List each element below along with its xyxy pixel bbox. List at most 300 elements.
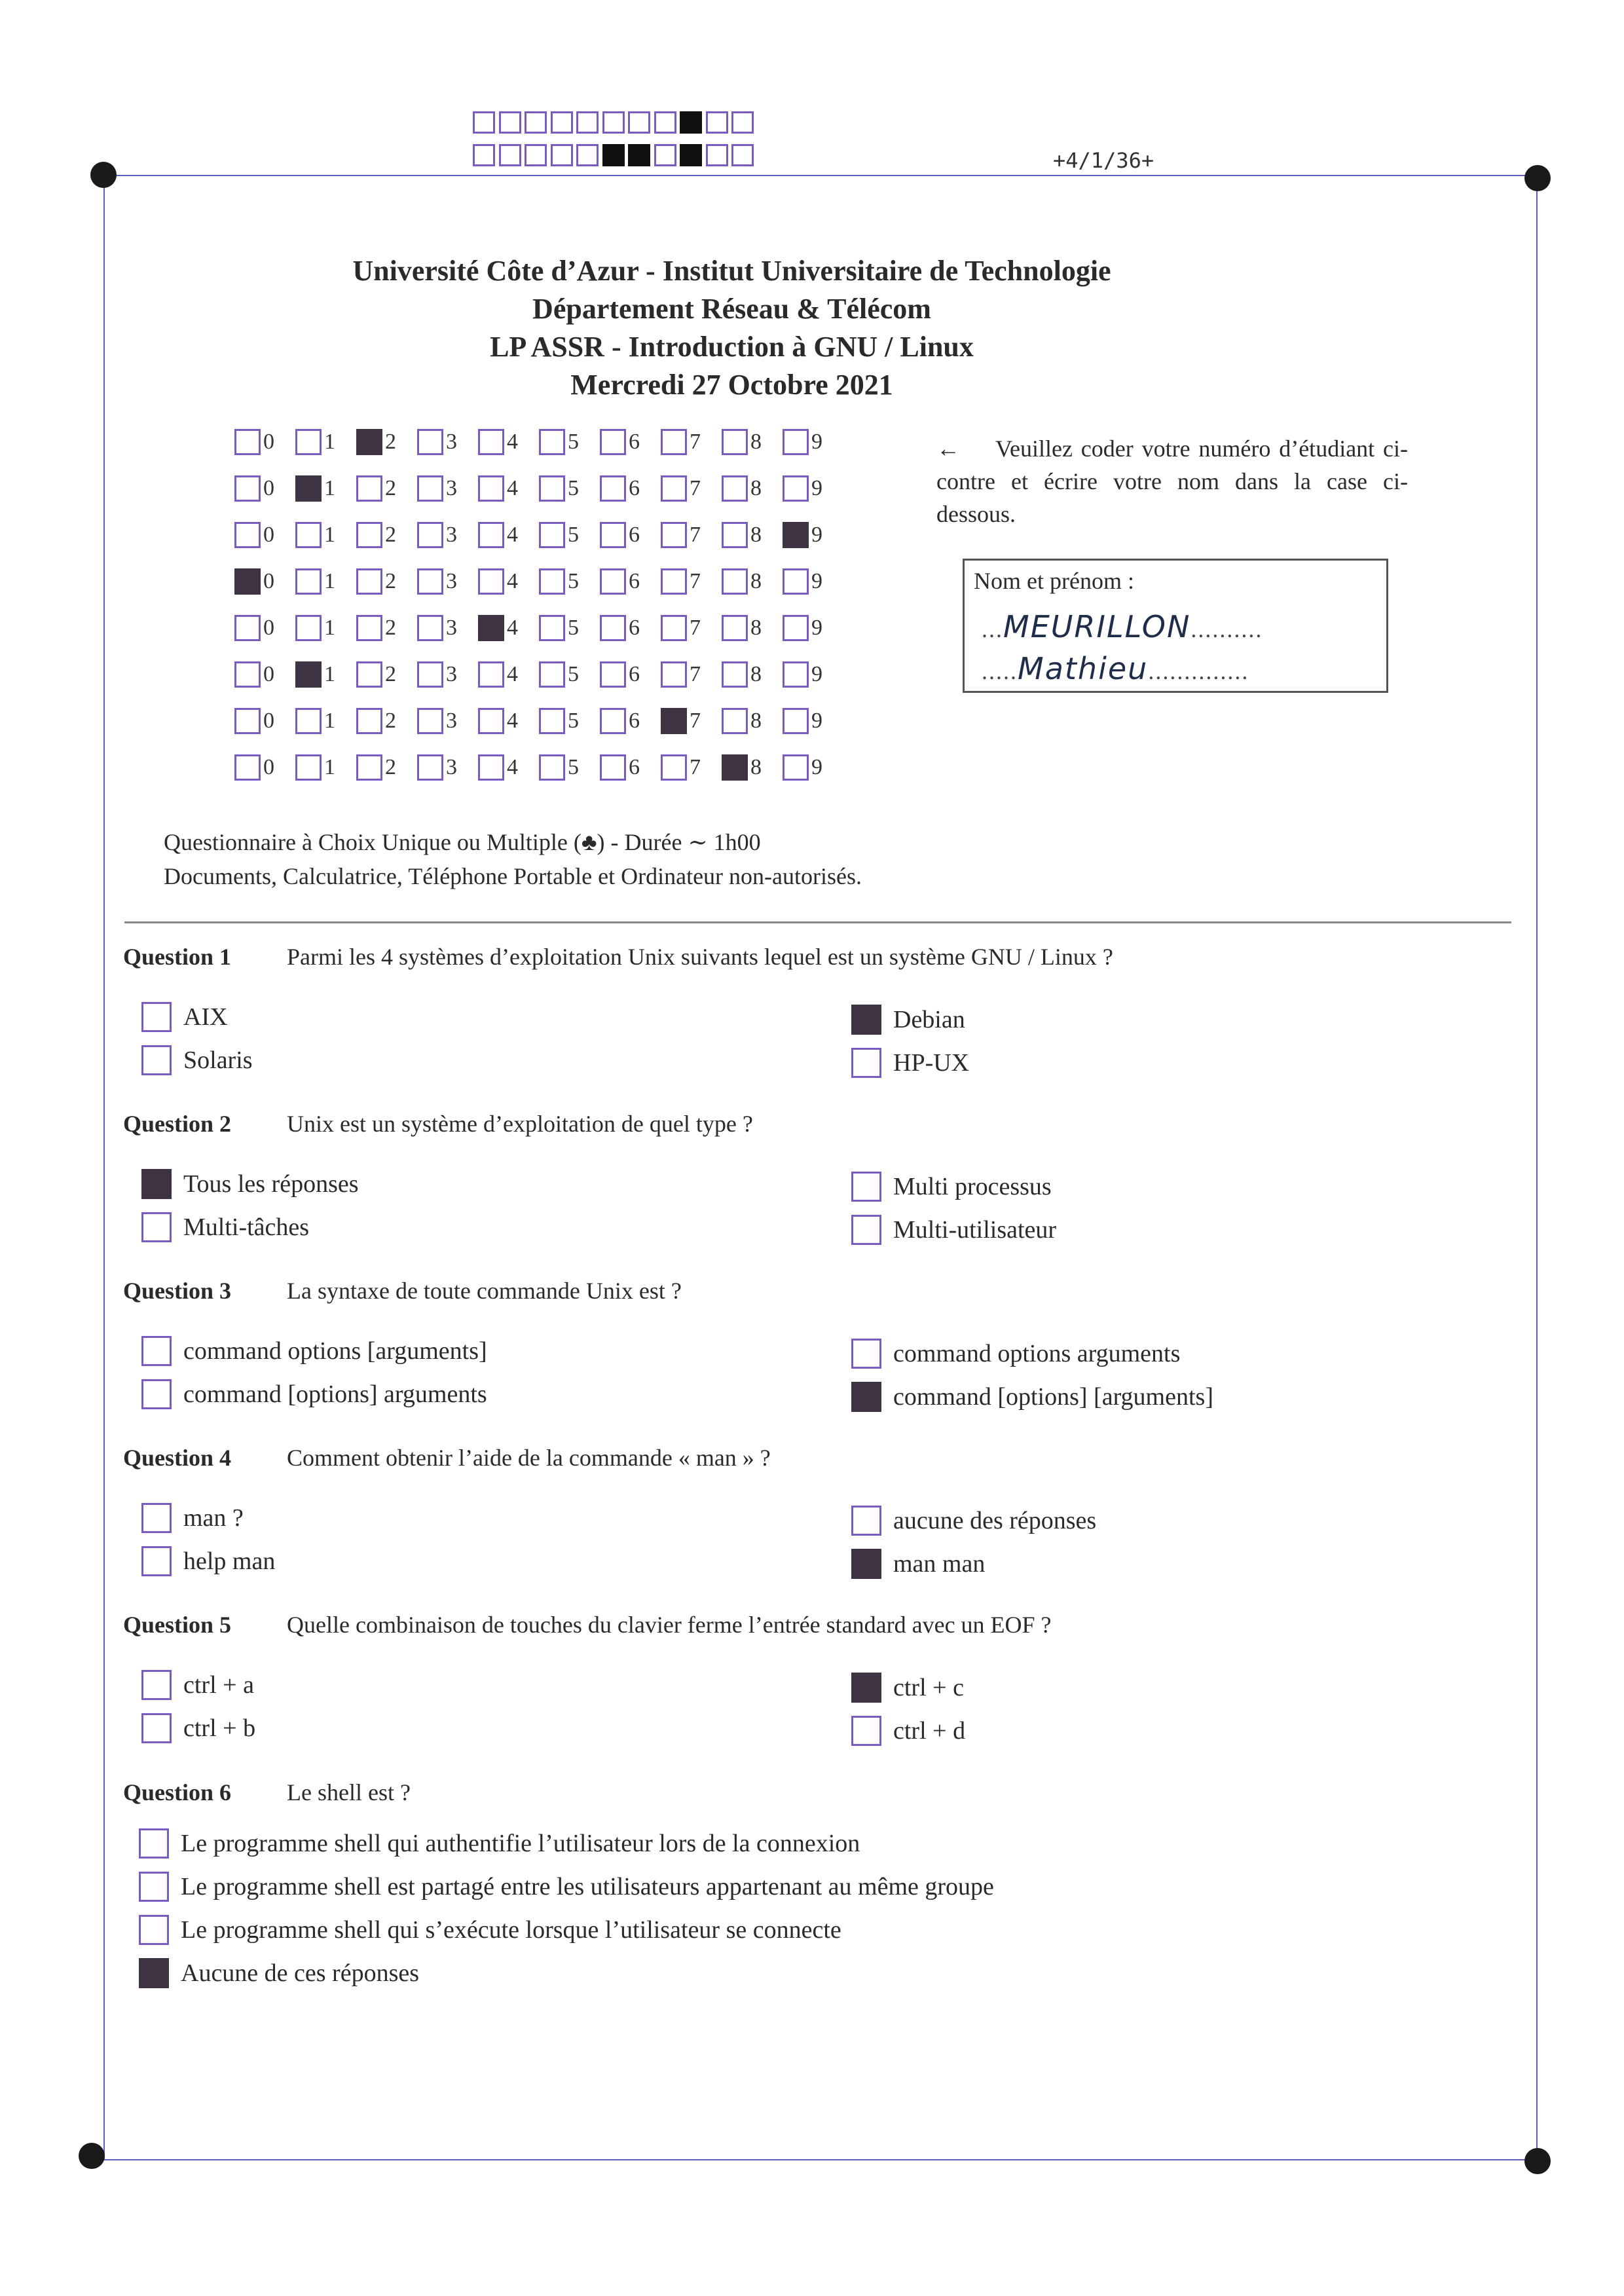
answer-label: ctrl + a xyxy=(183,1671,254,1699)
checkbox[interactable] xyxy=(478,661,504,688)
student-id-option[interactable] xyxy=(600,751,640,784)
checkbox[interactable] xyxy=(295,522,322,548)
answer-option[interactable] xyxy=(141,1379,487,1409)
answer-option[interactable] xyxy=(141,1546,275,1576)
code-cell xyxy=(551,111,573,134)
digit-label: 4 xyxy=(507,755,518,779)
exam-header xyxy=(0,252,1624,404)
digit-label: 7 xyxy=(690,476,701,500)
checkbox[interactable] xyxy=(722,754,748,781)
checkbox[interactable] xyxy=(295,754,322,781)
student-id-option[interactable] xyxy=(478,472,518,505)
student-id-option[interactable] xyxy=(234,658,274,691)
answer-option[interactable] xyxy=(141,1212,309,1242)
answer-option[interactable] xyxy=(141,1503,244,1533)
student-id-option[interactable] xyxy=(539,519,579,551)
student-id-option[interactable] xyxy=(234,426,274,458)
digit-label: 0 xyxy=(263,476,274,500)
code-cell xyxy=(654,111,676,134)
checkbox[interactable] xyxy=(722,475,748,502)
code-cell xyxy=(473,144,495,166)
student-id-option[interactable] xyxy=(295,519,335,551)
student-id-option[interactable] xyxy=(356,565,396,598)
checkbox[interactable] xyxy=(600,429,626,455)
checkbox[interactable] xyxy=(661,429,687,455)
question-number: Question 5 xyxy=(123,1612,232,1638)
student-id-option[interactable] xyxy=(722,612,762,644)
checkbox[interactable] xyxy=(141,1212,172,1242)
student-id-option[interactable] xyxy=(417,705,457,737)
student-id-option[interactable] xyxy=(600,472,640,505)
checkbox[interactable] xyxy=(356,708,382,734)
question-heading xyxy=(123,943,1113,971)
checkbox[interactable] xyxy=(141,1379,172,1409)
code-cell xyxy=(731,111,754,134)
checkbox[interactable] xyxy=(851,1716,881,1746)
checkbox[interactable] xyxy=(295,568,322,595)
question-text: Comment obtenir l’aide de la commande « man » ? xyxy=(287,1445,771,1471)
student-id-option[interactable] xyxy=(600,426,640,458)
answer-option[interactable] xyxy=(851,1506,1096,1536)
digit-label: 1 xyxy=(324,430,335,454)
checkbox[interactable] xyxy=(141,1045,172,1075)
student-id-option[interactable] xyxy=(783,658,822,691)
dots: ..... xyxy=(982,658,1018,684)
answer-option[interactable] xyxy=(141,1045,253,1075)
digit-label: 4 xyxy=(507,476,518,500)
student-id-option[interactable] xyxy=(600,519,640,551)
student-id-option[interactable] xyxy=(478,612,518,644)
corner-marker xyxy=(1524,2148,1551,2174)
name-box[interactable] xyxy=(963,559,1388,693)
student-id-option[interactable] xyxy=(539,472,579,505)
checkbox[interactable] xyxy=(295,475,322,502)
checkbox[interactable] xyxy=(661,568,687,595)
checkbox[interactable] xyxy=(661,522,687,548)
student-id-option[interactable] xyxy=(722,519,762,551)
student-id-option[interactable] xyxy=(295,612,335,644)
checkbox[interactable] xyxy=(722,429,748,455)
answer-label: Multi processus xyxy=(893,1173,1052,1200)
checkbox[interactable] xyxy=(141,1169,172,1199)
digit-label: 2 xyxy=(385,616,396,640)
code-cell xyxy=(680,111,702,134)
instructions-text: Veuillez coder votre numéro d’étudiant ci-contre et écrire votre nom dans la case ci-dessous. xyxy=(936,435,1408,527)
answer-option[interactable] xyxy=(851,1339,1180,1369)
checkbox[interactable] xyxy=(783,429,809,455)
answer-label: command options [arguments] xyxy=(183,1337,487,1365)
checkbox[interactable] xyxy=(478,708,504,734)
checkbox[interactable] xyxy=(661,475,687,502)
checkbox[interactable] xyxy=(478,475,504,502)
student-id-option[interactable] xyxy=(234,472,274,505)
student-id-option[interactable] xyxy=(783,519,822,551)
student-id-option[interactable] xyxy=(661,426,701,458)
student-id-option[interactable] xyxy=(234,565,274,598)
answer-option[interactable] xyxy=(139,1872,994,1902)
student-id-option[interactable] xyxy=(722,565,762,598)
answer-option[interactable] xyxy=(139,1958,419,1988)
answer-option[interactable] xyxy=(141,1002,228,1032)
student-id-option[interactable] xyxy=(600,612,640,644)
checkbox[interactable] xyxy=(417,475,443,502)
digit-label: 3 xyxy=(446,523,457,547)
dots: .............. xyxy=(1148,658,1249,684)
digit-label: 2 xyxy=(385,755,396,779)
digit-label: 2 xyxy=(385,523,396,547)
student-id-option[interactable] xyxy=(417,612,457,644)
checkbox[interactable] xyxy=(234,568,261,595)
digit-label: 1 xyxy=(324,476,335,500)
student-id-option[interactable] xyxy=(600,705,640,737)
answer-option[interactable] xyxy=(851,1215,1056,1245)
student-id-option[interactable] xyxy=(783,612,822,644)
digit-label: 9 xyxy=(811,476,822,500)
question-number: Question 2 xyxy=(123,1111,232,1137)
checkbox[interactable] xyxy=(539,754,565,781)
student-id-option[interactable] xyxy=(539,705,579,737)
student-id-option[interactable] xyxy=(539,565,579,598)
student-id-option[interactable] xyxy=(661,705,701,737)
last-name-handwritten: MEURILLON xyxy=(1003,609,1191,644)
digit-label: 1 xyxy=(324,662,335,686)
checkbox[interactable] xyxy=(356,615,382,641)
student-id-option[interactable] xyxy=(783,565,822,598)
checkbox[interactable] xyxy=(722,522,748,548)
student-id-option[interactable] xyxy=(539,612,579,644)
answer-option[interactable] xyxy=(139,1828,860,1859)
digit-label: 9 xyxy=(811,616,822,640)
checkbox[interactable] xyxy=(141,1546,172,1576)
student-id-option[interactable] xyxy=(478,658,518,691)
checkbox[interactable] xyxy=(478,615,504,641)
student-id-row xyxy=(234,612,889,644)
checkbox[interactable] xyxy=(783,568,809,595)
digit-label: 3 xyxy=(446,755,457,779)
checkbox[interactable] xyxy=(417,522,443,548)
student-id-option[interactable] xyxy=(478,751,518,784)
student-id-option[interactable] xyxy=(234,612,274,644)
digit-label: 9 xyxy=(811,662,822,686)
student-id-option[interactable] xyxy=(722,751,762,784)
digit-label: 3 xyxy=(446,430,457,454)
checkbox[interactable] xyxy=(600,661,626,688)
answer-option[interactable] xyxy=(851,1716,965,1746)
checkbox[interactable] xyxy=(539,475,565,502)
checkbox[interactable] xyxy=(783,754,809,781)
answer-option[interactable] xyxy=(141,1670,254,1700)
question-text: Parmi les 4 systèmes d’exploitation Unix suivants lequel est un système GNU / Linux ? xyxy=(287,944,1113,970)
header-department: Département Réseau & Télécom xyxy=(532,293,931,325)
answer-label: command options arguments xyxy=(893,1340,1181,1367)
answer-option[interactable] xyxy=(851,1673,964,1703)
checkbox[interactable] xyxy=(234,708,261,734)
question-number: Question 4 xyxy=(123,1445,232,1471)
checkbox[interactable] xyxy=(139,1872,169,1902)
checkbox[interactable] xyxy=(417,661,443,688)
student-id-option[interactable] xyxy=(600,658,640,691)
digit-label: 0 xyxy=(263,755,274,779)
student-id-option[interactable] xyxy=(295,705,335,737)
student-id-option[interactable] xyxy=(417,426,457,458)
header-university: Université Côte d’Azur - Institut Universitaire de Technologie xyxy=(352,255,1111,287)
checkbox[interactable] xyxy=(356,754,382,781)
digit-label: 5 xyxy=(568,569,579,593)
student-id-option[interactable] xyxy=(783,426,822,458)
checkbox[interactable] xyxy=(356,661,382,688)
answer-option[interactable] xyxy=(139,1915,841,1945)
checkbox[interactable] xyxy=(783,615,809,641)
checkbox[interactable] xyxy=(539,522,565,548)
digit-label: 6 xyxy=(629,709,640,733)
student-id-option[interactable] xyxy=(600,565,640,598)
checkbox[interactable] xyxy=(851,1382,881,1412)
checkbox[interactable] xyxy=(141,1713,172,1743)
checkbox[interactable] xyxy=(141,1336,172,1366)
student-id-row xyxy=(234,658,889,691)
digit-label: 7 xyxy=(690,662,701,686)
checkbox[interactable] xyxy=(539,661,565,688)
checkbox[interactable] xyxy=(356,429,382,455)
checkbox[interactable] xyxy=(234,754,261,781)
student-id-option[interactable] xyxy=(417,472,457,505)
checkbox[interactable] xyxy=(234,522,261,548)
answer-option[interactable] xyxy=(851,1382,1213,1412)
answer-option[interactable] xyxy=(851,1048,969,1078)
checkbox[interactable] xyxy=(722,615,748,641)
digit-label: 9 xyxy=(811,523,822,547)
checkbox[interactable] xyxy=(295,708,322,734)
answer-option[interactable] xyxy=(141,1713,255,1743)
checkbox[interactable] xyxy=(356,568,382,595)
answer-option[interactable] xyxy=(141,1169,359,1199)
student-id-option[interactable] xyxy=(539,658,579,691)
question-text: Unix est un système d’exploitation de quel type ? xyxy=(287,1111,753,1137)
digit-label: 8 xyxy=(750,755,762,779)
digit-label: 8 xyxy=(750,616,762,640)
question-number: Question 3 xyxy=(123,1278,232,1304)
digit-label: 8 xyxy=(750,523,762,547)
checkbox[interactable] xyxy=(851,1339,881,1369)
student-id-row xyxy=(234,519,889,551)
checkbox[interactable] xyxy=(478,429,504,455)
code-cell xyxy=(499,144,521,166)
checkbox[interactable] xyxy=(661,661,687,688)
digit-label: 1 xyxy=(324,616,335,640)
checkbox[interactable] xyxy=(295,429,322,455)
code-cell xyxy=(602,144,625,166)
student-id-option[interactable] xyxy=(295,658,335,691)
student-id-option[interactable] xyxy=(661,751,701,784)
digit-label: 0 xyxy=(263,523,274,547)
student-id-row xyxy=(234,426,889,458)
quiz-info xyxy=(164,825,862,893)
student-id-option[interactable] xyxy=(478,705,518,737)
digit-label: 5 xyxy=(568,430,579,454)
checkbox[interactable] xyxy=(851,1506,881,1536)
checkbox[interactable] xyxy=(600,754,626,781)
digit-label: 0 xyxy=(263,709,274,733)
checkbox[interactable] xyxy=(234,429,261,455)
answer-label: Solaris xyxy=(183,1046,253,1074)
checkbox[interactable] xyxy=(661,754,687,781)
checkbox[interactable] xyxy=(417,754,443,781)
student-id-option[interactable] xyxy=(295,751,335,784)
checkbox[interactable] xyxy=(295,615,322,641)
answer-label: aucune des réponses xyxy=(893,1507,1097,1534)
student-id-option[interactable] xyxy=(356,751,396,784)
student-id-option[interactable] xyxy=(539,751,579,784)
student-id-option[interactable] xyxy=(478,519,518,551)
student-id-option[interactable] xyxy=(356,426,396,458)
checkbox[interactable] xyxy=(234,615,261,641)
student-id-option[interactable] xyxy=(783,472,822,505)
student-id-option[interactable] xyxy=(234,519,274,551)
checkbox[interactable] xyxy=(539,615,565,641)
checkbox[interactable] xyxy=(139,1828,169,1859)
student-id-option[interactable] xyxy=(417,658,457,691)
checkbox[interactable] xyxy=(851,1673,881,1703)
checkbox[interactable] xyxy=(478,754,504,781)
checkbox[interactable] xyxy=(417,615,443,641)
checkbox[interactable] xyxy=(539,429,565,455)
student-id-option[interactable] xyxy=(356,519,396,551)
checkbox[interactable] xyxy=(783,661,809,688)
checkbox[interactable] xyxy=(417,568,443,595)
student-id-option[interactable] xyxy=(783,705,822,737)
checkbox[interactable] xyxy=(141,1503,172,1533)
student-id-option[interactable] xyxy=(722,472,762,505)
digit-label: 3 xyxy=(446,569,457,593)
student-id-option[interactable] xyxy=(478,426,518,458)
answer-option[interactable] xyxy=(141,1336,487,1366)
digit-label: 7 xyxy=(690,569,701,593)
checkbox[interactable] xyxy=(600,615,626,641)
digit-label: 2 xyxy=(385,662,396,686)
student-id-option[interactable] xyxy=(417,751,457,784)
checkbox[interactable] xyxy=(851,1215,881,1245)
student-id-option[interactable] xyxy=(234,705,274,737)
student-id-option[interactable] xyxy=(295,565,335,598)
checkbox[interactable] xyxy=(661,708,687,734)
answer-option[interactable] xyxy=(851,1549,985,1579)
digit-label: 3 xyxy=(446,662,457,686)
digit-label: 7 xyxy=(690,523,701,547)
student-id-option[interactable] xyxy=(722,658,762,691)
digit-label: 4 xyxy=(507,569,518,593)
digit-label: 8 xyxy=(750,476,762,500)
answer-label: AIX xyxy=(183,1003,228,1031)
checkbox[interactable] xyxy=(478,522,504,548)
student-id-row xyxy=(234,705,889,737)
checkbox[interactable] xyxy=(356,475,382,502)
student-id-option[interactable] xyxy=(295,472,335,505)
answer-option[interactable] xyxy=(851,1172,1052,1202)
digit-label: 4 xyxy=(507,616,518,640)
answer-label: Debian xyxy=(893,1006,965,1033)
digit-label: 9 xyxy=(811,430,822,454)
checkbox[interactable] xyxy=(722,568,748,595)
checkbox[interactable] xyxy=(356,522,382,548)
checkbox[interactable] xyxy=(851,1549,881,1579)
checkbox[interactable] xyxy=(139,1915,169,1945)
student-id-option[interactable] xyxy=(417,565,457,598)
checkbox[interactable] xyxy=(417,429,443,455)
corner-marker xyxy=(1524,165,1551,191)
student-id-option[interactable] xyxy=(661,565,701,598)
checkbox[interactable] xyxy=(417,708,443,734)
digit-label: 4 xyxy=(507,709,518,733)
checkbox[interactable] xyxy=(139,1958,169,1988)
student-id-option[interactable] xyxy=(417,519,457,551)
header-date: Mercredi 27 Octobre 2021 xyxy=(570,369,893,401)
student-id-option[interactable] xyxy=(539,426,579,458)
checkbox[interactable] xyxy=(783,708,809,734)
code-cell xyxy=(576,144,599,166)
student-id-row xyxy=(234,565,889,598)
student-id-option[interactable] xyxy=(783,751,822,784)
checkbox[interactable] xyxy=(295,661,322,688)
student-id-option[interactable] xyxy=(722,705,762,737)
question-heading xyxy=(123,1444,771,1472)
code-cell xyxy=(628,144,650,166)
checkbox[interactable] xyxy=(722,661,748,688)
page-code: +4/1/36+ xyxy=(1053,148,1154,173)
student-id-option[interactable] xyxy=(661,612,701,644)
student-id-option[interactable] xyxy=(722,426,762,458)
checkbox[interactable] xyxy=(600,568,626,595)
checkbox[interactable] xyxy=(539,708,565,734)
answer-label: command [options] [arguments] xyxy=(893,1383,1213,1411)
code-cell xyxy=(602,111,625,134)
student-id-option[interactable] xyxy=(661,472,701,505)
code-cell xyxy=(680,144,702,166)
checkbox[interactable] xyxy=(783,522,809,548)
student-id-option[interactable] xyxy=(661,658,701,691)
separator-line xyxy=(124,921,1511,923)
student-id-option[interactable] xyxy=(356,658,396,691)
quiz-info-line1: Questionnaire à Choix Unique ou Multiple (♣) - Durée ∼ 1h00 xyxy=(164,829,761,855)
checkbox[interactable] xyxy=(234,475,261,502)
question-heading xyxy=(123,1110,753,1138)
student-id-option[interactable] xyxy=(234,751,274,784)
student-id-option[interactable] xyxy=(356,612,396,644)
student-id-option[interactable] xyxy=(295,426,335,458)
student-id-grid xyxy=(234,426,857,792)
checkbox[interactable] xyxy=(141,1670,172,1700)
checkbox[interactable] xyxy=(851,1172,881,1202)
student-id-option[interactable] xyxy=(661,519,701,551)
checkbox[interactable] xyxy=(539,568,565,595)
checkbox[interactable] xyxy=(478,568,504,595)
checkbox[interactable] xyxy=(600,708,626,734)
checkbox[interactable] xyxy=(600,522,626,548)
student-id-option[interactable] xyxy=(478,565,518,598)
checkbox[interactable] xyxy=(234,661,261,688)
answer-option[interactable] xyxy=(851,1005,965,1035)
student-id-option[interactable] xyxy=(356,705,396,737)
checkbox[interactable] xyxy=(783,475,809,502)
student-id-option[interactable] xyxy=(356,472,396,505)
checkbox[interactable] xyxy=(141,1002,172,1032)
answer-label: ctrl + b xyxy=(183,1714,256,1742)
checkbox[interactable] xyxy=(600,475,626,502)
checkbox[interactable] xyxy=(722,708,748,734)
checkbox[interactable] xyxy=(851,1005,881,1035)
checkbox[interactable] xyxy=(661,615,687,641)
checkbox[interactable] xyxy=(851,1048,881,1078)
code-cell xyxy=(525,111,547,134)
